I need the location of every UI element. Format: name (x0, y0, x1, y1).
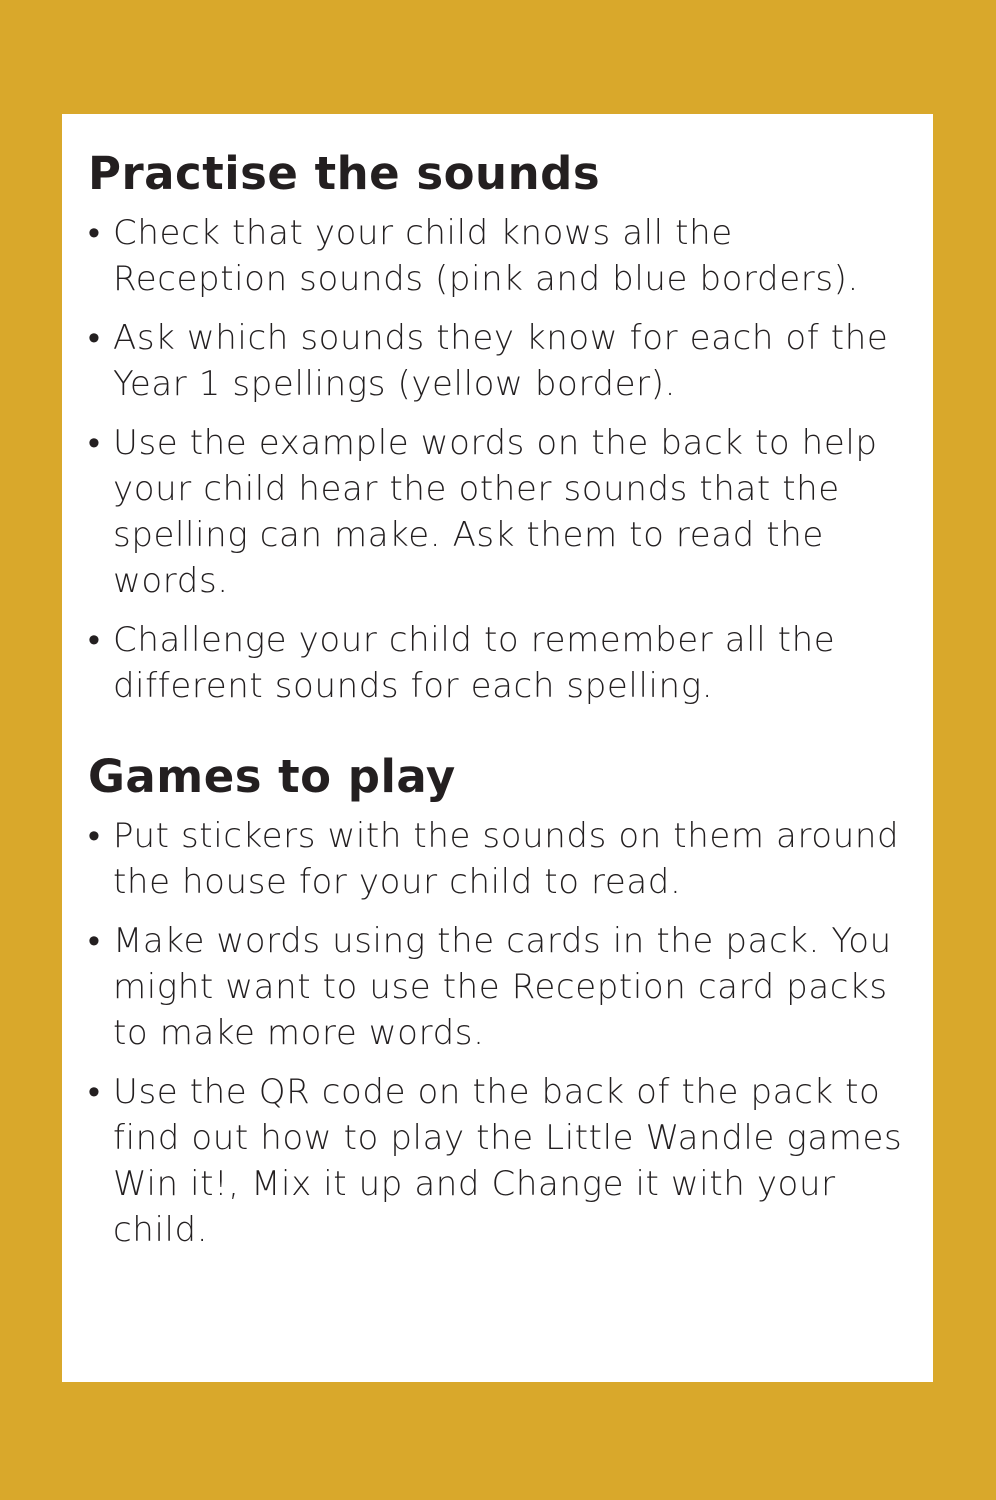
bullet-icon: • (88, 318, 101, 358)
bullet-icon: • (88, 921, 101, 961)
list-item (88, 315, 907, 407)
list-item (88, 813, 907, 905)
list-item (88, 210, 907, 302)
bullet-icon: • (88, 213, 101, 253)
list-item-text: Use the QR code on the back of the pack to find out how to play the Little Wandle games Win it!, Mix it up and Change it with your child. (113, 1072, 903, 1250)
games-list (88, 813, 907, 1253)
list-item (88, 420, 907, 604)
list-item-text: Make words using the cards in the pack. You might want to use the Reception card packs to make more words. (113, 921, 892, 1053)
bullet-icon: • (88, 620, 101, 660)
list-item-text: Ask which sounds they know for each of the Year 1 spellings (yellow border). (113, 318, 889, 404)
list-item (88, 617, 907, 709)
list-item-text: Use the example words on the back to help your child hear the other sounds that the spelling can make. Ask them to read the words. (113, 423, 878, 601)
section-heading-games: Games to play (88, 750, 456, 803)
list-item-text: Challenge your child to remember all the different sounds for each spelling. (113, 620, 836, 706)
list-item (88, 1069, 907, 1253)
list-item-text: Put stickers with the sounds on them around the house for your child to read. (113, 816, 900, 902)
bullet-icon: • (88, 423, 101, 463)
practise-list (88, 210, 907, 709)
list-item-text: Check that your child knows all the Reception sounds (pink and blue borders). (113, 213, 859, 299)
list-item (88, 918, 907, 1056)
instruction-card (62, 114, 933, 1382)
section-heading-practise: Practise the sounds (88, 147, 601, 200)
bullet-icon: • (88, 1072, 101, 1112)
bullet-icon: • (88, 816, 101, 856)
